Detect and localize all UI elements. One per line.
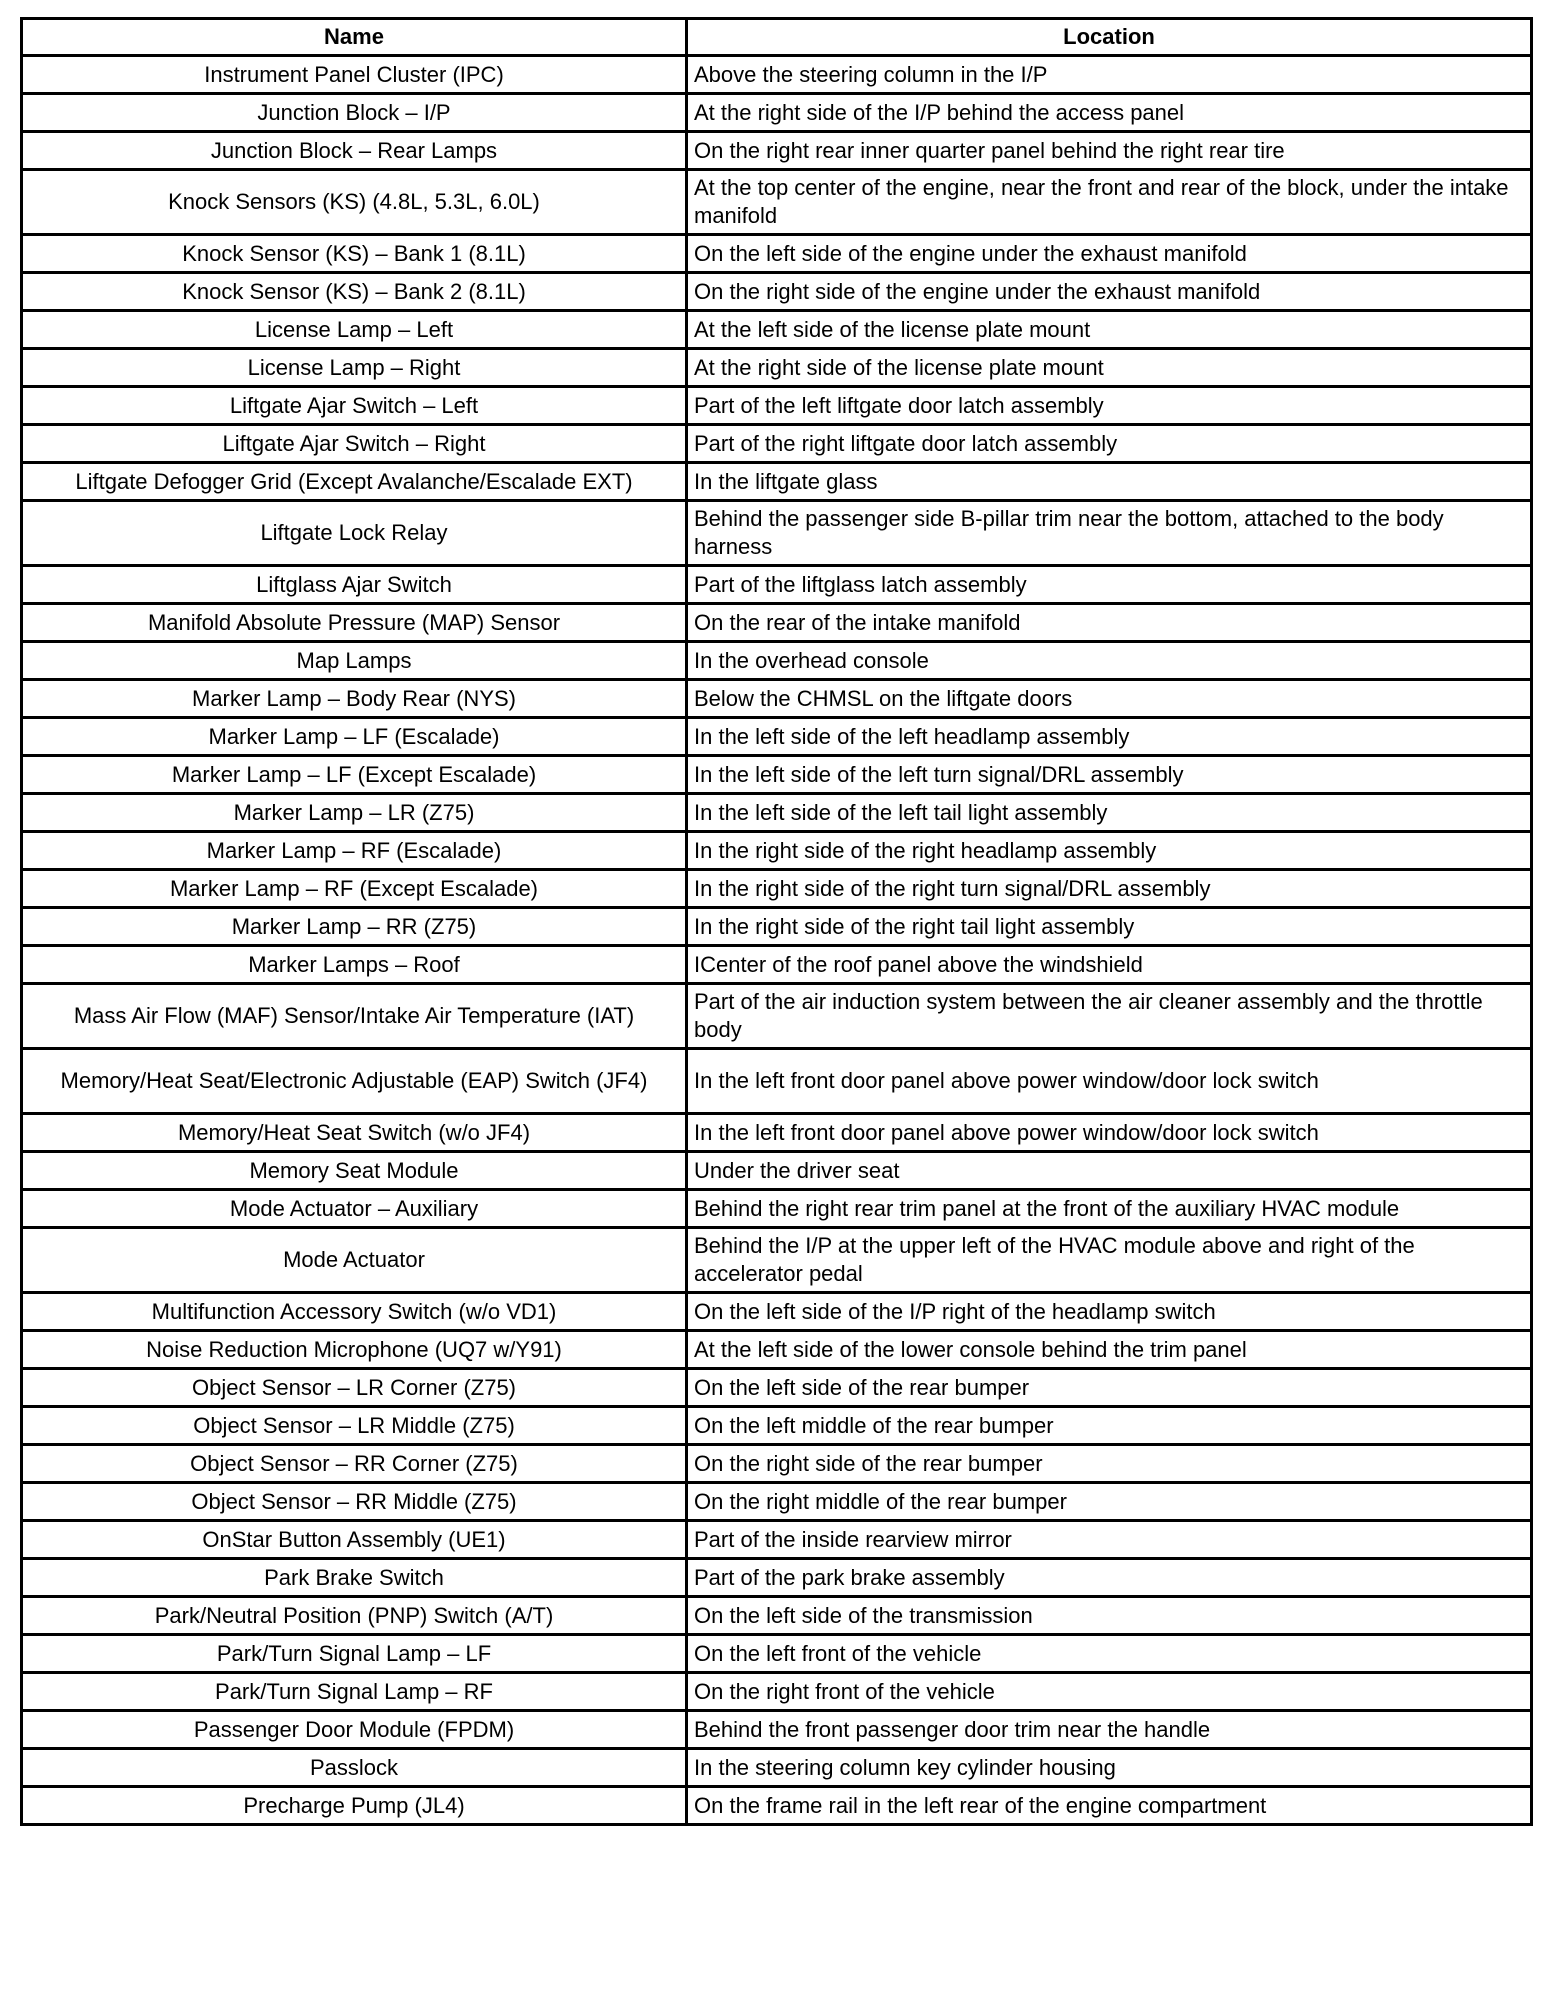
component-name: License Lamp – Right	[22, 349, 687, 387]
table-row	[22, 170, 1532, 235]
table-row	[22, 463, 1532, 501]
table-row	[22, 1293, 1532, 1331]
component-name: Park/Turn Signal Lamp – RF	[22, 1673, 687, 1711]
component-name: Liftglass Ajar Switch	[22, 566, 687, 604]
table-row	[22, 908, 1532, 946]
table-row	[22, 1673, 1532, 1711]
component-location: Behind the I/P at the upper left of the HVAC module above and right of the accelerator pedal	[687, 1228, 1532, 1293]
table-row	[22, 1228, 1532, 1293]
table-row	[22, 1521, 1532, 1559]
table-row	[22, 1483, 1532, 1521]
component-name: Liftgate Lock Relay	[22, 501, 687, 566]
table-row	[22, 349, 1532, 387]
component-name: Park/Turn Signal Lamp – LF	[22, 1635, 687, 1673]
component-name: Object Sensor – LR Corner (Z75)	[22, 1369, 687, 1407]
component-location: ICenter of the roof panel above the windshield	[687, 946, 1532, 984]
component-name: Marker Lamp – RR (Z75)	[22, 908, 687, 946]
component-location: Under the driver seat	[687, 1152, 1532, 1190]
component-name: License Lamp – Left	[22, 311, 687, 349]
table-row	[22, 1597, 1532, 1635]
table-row	[22, 1559, 1532, 1597]
table-row	[22, 235, 1532, 273]
component-name: Park/Neutral Position (PNP) Switch (A/T)	[22, 1597, 687, 1635]
component-name: Instrument Panel Cluster (IPC)	[22, 56, 687, 94]
component-location: In the right side of the right tail light assembly	[687, 908, 1532, 946]
table-row	[22, 273, 1532, 311]
table-row	[22, 1331, 1532, 1369]
component-name: Memory/Heat Seat/Electronic Adjustable (EAP) Switch (JF4)	[22, 1049, 687, 1114]
component-name: Memory Seat Module	[22, 1152, 687, 1190]
component-location: At the right side of the license plate mount	[687, 349, 1532, 387]
table-row	[22, 566, 1532, 604]
component-location: On the left middle of the rear bumper	[687, 1407, 1532, 1445]
component-location: On the right rear inner quarter panel behind the right rear tire	[687, 132, 1532, 170]
component-name: Liftgate Ajar Switch – Left	[22, 387, 687, 425]
component-location: At the left side of the lower console behind the trim panel	[687, 1331, 1532, 1369]
component-name: Knock Sensor (KS) – Bank 2 (8.1L)	[22, 273, 687, 311]
component-location: In the overhead console	[687, 642, 1532, 680]
component-name: Liftgate Defogger Grid (Except Avalanche/Escalade EXT)	[22, 463, 687, 501]
component-name: Marker Lamp – Body Rear (NYS)	[22, 680, 687, 718]
component-name: Passenger Door Module (FPDM)	[22, 1711, 687, 1749]
component-name: Marker Lamp – RF (Escalade)	[22, 832, 687, 870]
component-location: In the left side of the left turn signal/DRL assembly	[687, 756, 1532, 794]
component-name: OnStar Button Assembly (UE1)	[22, 1521, 687, 1559]
component-location: In the left front door panel above power window/door lock switch	[687, 1049, 1532, 1114]
table-body	[22, 56, 1532, 1825]
component-location: Part of the right liftgate door latch assembly	[687, 425, 1532, 463]
component-location: On the left front of the vehicle	[687, 1635, 1532, 1673]
component-name: Mode Actuator	[22, 1228, 687, 1293]
table-row	[22, 1749, 1532, 1787]
table-row	[22, 794, 1532, 832]
component-location: In the liftgate glass	[687, 463, 1532, 501]
component-name: Mode Actuator – Auxiliary	[22, 1190, 687, 1228]
component-name: Memory/Heat Seat Switch (w/o JF4)	[22, 1114, 687, 1152]
component-name: Park Brake Switch	[22, 1559, 687, 1597]
component-location: Part of the air induction system between the air cleaner assembly and the throttle body	[687, 984, 1532, 1049]
table-row	[22, 56, 1532, 94]
table-row	[22, 642, 1532, 680]
component-location: On the left side of the engine under the exhaust manifold	[687, 235, 1532, 273]
table-row	[22, 1407, 1532, 1445]
component-location: On the right middle of the rear bumper	[687, 1483, 1532, 1521]
table-row	[22, 1787, 1532, 1825]
component-location: In the steering column key cylinder housing	[687, 1749, 1532, 1787]
component-name: Manifold Absolute Pressure (MAP) Sensor	[22, 604, 687, 642]
table-row	[22, 1635, 1532, 1673]
component-location: Behind the front passenger door trim near the handle	[687, 1711, 1532, 1749]
table-row	[22, 132, 1532, 170]
component-location: Part of the park brake assembly	[687, 1559, 1532, 1597]
component-name: Precharge Pump (JL4)	[22, 1787, 687, 1825]
component-location: On the left side of the I/P right of the headlamp switch	[687, 1293, 1532, 1331]
component-location: On the left side of the transmission	[687, 1597, 1532, 1635]
component-location: On the rear of the intake manifold	[687, 604, 1532, 642]
component-location: Above the steering column in the I/P	[687, 56, 1532, 94]
component-name: Multifunction Accessory Switch (w/o VD1)	[22, 1293, 687, 1331]
component-location: Behind the passenger side B-pillar trim near the bottom, attached to the body harness	[687, 501, 1532, 566]
component-name: Marker Lamp – LF (Escalade)	[22, 718, 687, 756]
component-location: At the left side of the license plate mount	[687, 311, 1532, 349]
component-location: At the right side of the I/P behind the access panel	[687, 94, 1532, 132]
table-row	[22, 832, 1532, 870]
table-row	[22, 1190, 1532, 1228]
component-location: On the left side of the rear bumper	[687, 1369, 1532, 1407]
component-name: Liftgate Ajar Switch – Right	[22, 425, 687, 463]
component-name: Mass Air Flow (MAF) Sensor/Intake Air Temperature (IAT)	[22, 984, 687, 1049]
table-row	[22, 311, 1532, 349]
component-name: Marker Lamp – LF (Except Escalade)	[22, 756, 687, 794]
table-row	[22, 984, 1532, 1049]
component-location: In the left front door panel above power window/door lock switch	[687, 1114, 1532, 1152]
component-location: Behind the right rear trim panel at the front of the auxiliary HVAC module	[687, 1190, 1532, 1228]
component-location: Part of the inside rearview mirror	[687, 1521, 1532, 1559]
table-row	[22, 94, 1532, 132]
table-row	[22, 1369, 1532, 1407]
table-row	[22, 680, 1532, 718]
component-name: Marker Lamp – RF (Except Escalade)	[22, 870, 687, 908]
column-header-name: Name	[22, 19, 687, 56]
table-row	[22, 1049, 1532, 1114]
table-row	[22, 1711, 1532, 1749]
table-header-row	[22, 19, 1532, 56]
component-location: On the right front of the vehicle	[687, 1673, 1532, 1711]
table-row	[22, 946, 1532, 984]
table-row	[22, 1445, 1532, 1483]
component-location: In the left side of the left headlamp assembly	[687, 718, 1532, 756]
column-header-location: Location	[687, 19, 1532, 56]
component-location-table	[20, 17, 1533, 1826]
component-name: Noise Reduction Microphone (UQ7 w/Y91)	[22, 1331, 687, 1369]
component-name: Knock Sensors (KS) (4.8L, 5.3L, 6.0L)	[22, 170, 687, 235]
component-name: Knock Sensor (KS) – Bank 1 (8.1L)	[22, 235, 687, 273]
table-row	[22, 756, 1532, 794]
table-row	[22, 425, 1532, 463]
component-name: Junction Block – I/P	[22, 94, 687, 132]
component-location-table-wrapper	[20, 17, 1530, 1826]
component-name: Map Lamps	[22, 642, 687, 680]
component-name: Passlock	[22, 1749, 687, 1787]
table-row	[22, 501, 1532, 566]
component-name: Object Sensor – LR Middle (Z75)	[22, 1407, 687, 1445]
table-row	[22, 870, 1532, 908]
table-row	[22, 718, 1532, 756]
component-location: On the frame rail in the left rear of the engine compartment	[687, 1787, 1532, 1825]
component-location: On the right side of the rear bumper	[687, 1445, 1532, 1483]
component-location: In the left side of the left tail light assembly	[687, 794, 1532, 832]
component-location: In the right side of the right turn signal/DRL assembly	[687, 870, 1532, 908]
component-name: Object Sensor – RR Middle (Z75)	[22, 1483, 687, 1521]
table-row	[22, 1114, 1532, 1152]
component-location: In the right side of the right headlamp assembly	[687, 832, 1532, 870]
component-location: Below the CHMSL on the liftgate doors	[687, 680, 1532, 718]
component-name: Object Sensor – RR Corner (Z75)	[22, 1445, 687, 1483]
table-row	[22, 387, 1532, 425]
component-name: Junction Block – Rear Lamps	[22, 132, 687, 170]
component-location: At the top center of the engine, near the front and rear of the block, under the intake manifold	[687, 170, 1532, 235]
component-name: Marker Lamps – Roof	[22, 946, 687, 984]
table-row	[22, 604, 1532, 642]
component-location: On the right side of the engine under the exhaust manifold	[687, 273, 1532, 311]
component-location: Part of the left liftgate door latch assembly	[687, 387, 1532, 425]
component-name: Marker Lamp – LR (Z75)	[22, 794, 687, 832]
component-location: Part of the liftglass latch assembly	[687, 566, 1532, 604]
table-row	[22, 1152, 1532, 1190]
